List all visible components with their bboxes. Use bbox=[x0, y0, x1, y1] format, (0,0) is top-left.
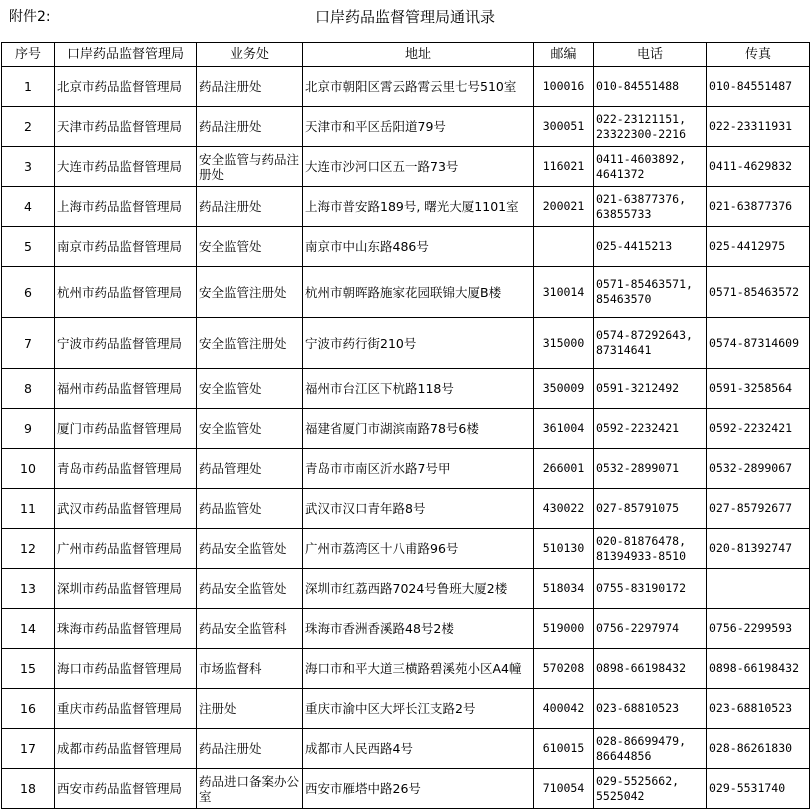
cell-office: 青岛市药品监督管理局 bbox=[55, 449, 197, 489]
cell-address: 广州市荔湾区十八甫路96号 bbox=[303, 529, 534, 569]
column-header-phone: 电话 bbox=[594, 43, 707, 67]
cell-address: 成都市人民西路4号 bbox=[303, 729, 534, 769]
cell-office: 上海市药品监督管理局 bbox=[55, 187, 197, 227]
cell-zip: 510130 bbox=[534, 529, 594, 569]
cell-seq: 14 bbox=[2, 609, 55, 649]
cell-zip: 518034 bbox=[534, 569, 594, 609]
table-row bbox=[2, 449, 810, 489]
table-row bbox=[2, 769, 810, 809]
cell-phone: 021-63877376, 63855733 bbox=[594, 187, 707, 227]
cell-dept: 安全监管处 bbox=[197, 369, 303, 409]
cell-zip: 100016 bbox=[534, 67, 594, 107]
cell-phone: 023-68810523 bbox=[594, 689, 707, 729]
cell-seq: 2 bbox=[2, 107, 55, 147]
column-header-address: 地址 bbox=[303, 43, 534, 67]
cell-fax: 0411-4629832 bbox=[707, 147, 810, 187]
cell-office: 北京市药品监督管理局 bbox=[55, 67, 197, 107]
cell-phone: 028-86699479, 86644856 bbox=[594, 729, 707, 769]
cell-zip: 315000 bbox=[534, 318, 594, 369]
table-row bbox=[2, 187, 810, 227]
cell-dept: 药品注册处 bbox=[197, 67, 303, 107]
cell-office: 深圳市药品监督管理局 bbox=[55, 569, 197, 609]
cell-zip: 710054 bbox=[534, 769, 594, 809]
cell-phone: 0755-83190172 bbox=[594, 569, 707, 609]
cell-dept: 药品注册处 bbox=[197, 187, 303, 227]
cell-seq: 8 bbox=[2, 369, 55, 409]
cell-seq: 16 bbox=[2, 689, 55, 729]
cell-fax: 022-23311931 bbox=[707, 107, 810, 147]
cell-dept: 药品安全监管科 bbox=[197, 609, 303, 649]
table-body bbox=[2, 67, 810, 809]
table-row bbox=[2, 569, 810, 609]
cell-office: 重庆市药品监督管理局 bbox=[55, 689, 197, 729]
cell-address: 深圳市红荔西路7024号鲁班大厦2楼 bbox=[303, 569, 534, 609]
cell-zip: 570208 bbox=[534, 649, 594, 689]
table-row bbox=[2, 609, 810, 649]
cell-zip: 430022 bbox=[534, 489, 594, 529]
table-row bbox=[2, 689, 810, 729]
page-header bbox=[0, 0, 810, 42]
cell-fax: 010-84551487 bbox=[707, 67, 810, 107]
cell-fax: 025-4412975 bbox=[707, 227, 810, 267]
cell-dept: 药品安全监管处 bbox=[197, 529, 303, 569]
cell-address: 上海市普安路189号, 曙光大厦1101室 bbox=[303, 187, 534, 227]
cell-zip: 310014 bbox=[534, 267, 594, 318]
cell-phone: 029-5525662, 5525042 bbox=[594, 769, 707, 809]
cell-fax: 0592-2232421 bbox=[707, 409, 810, 449]
cell-dept: 药品注册处 bbox=[197, 729, 303, 769]
cell-dept: 药品进口备案办公室 bbox=[197, 769, 303, 809]
cell-seq: 11 bbox=[2, 489, 55, 529]
cell-office: 武汉市药品监督管理局 bbox=[55, 489, 197, 529]
cell-seq: 10 bbox=[2, 449, 55, 489]
cell-zip: 200021 bbox=[534, 187, 594, 227]
cell-office: 福州市药品监督管理局 bbox=[55, 369, 197, 409]
cell-fax: 0532-2899067 bbox=[707, 449, 810, 489]
table-row bbox=[2, 227, 810, 267]
cell-zip: 400042 bbox=[534, 689, 594, 729]
cell-address: 西安市雁塔中路26号 bbox=[303, 769, 534, 809]
cell-phone: 0532-2899071 bbox=[594, 449, 707, 489]
cell-dept: 安全监管注册处 bbox=[197, 318, 303, 369]
table-row bbox=[2, 409, 810, 449]
cell-fax: 0574-87314609 bbox=[707, 318, 810, 369]
cell-office: 海口市药品监督管理局 bbox=[55, 649, 197, 689]
cell-dept: 药品注册处 bbox=[197, 107, 303, 147]
cell-dept: 药品管理处 bbox=[197, 449, 303, 489]
table-row bbox=[2, 489, 810, 529]
cell-dept: 安全监管处 bbox=[197, 409, 303, 449]
cell-phone: 0756-2297974 bbox=[594, 609, 707, 649]
cell-office: 广州市药品监督管理局 bbox=[55, 529, 197, 569]
cell-address: 珠海市香洲香溪路48号2楼 bbox=[303, 609, 534, 649]
cell-fax: 023-68810523 bbox=[707, 689, 810, 729]
table-header-row bbox=[2, 43, 810, 67]
cell-dept: 安全监管与药品注册处 bbox=[197, 147, 303, 187]
table-row bbox=[2, 729, 810, 769]
cell-phone: 022-23121151, 23322300-2216 bbox=[594, 107, 707, 147]
cell-seq: 1 bbox=[2, 67, 55, 107]
cell-office: 天津市药品监督管理局 bbox=[55, 107, 197, 147]
cell-zip: 519000 bbox=[534, 609, 594, 649]
cell-seq: 13 bbox=[2, 569, 55, 609]
cell-fax bbox=[707, 569, 810, 609]
cell-fax: 0571-85463572 bbox=[707, 267, 810, 318]
column-header-office: 口岸药品监督管理局 bbox=[55, 43, 197, 67]
cell-phone: 010-84551488 bbox=[594, 67, 707, 107]
cell-address: 重庆市渝中区大坪长江支路2号 bbox=[303, 689, 534, 729]
cell-dept: 安全监管处 bbox=[197, 227, 303, 267]
cell-address: 大连市沙河口区五一路73号 bbox=[303, 147, 534, 187]
table-row bbox=[2, 529, 810, 569]
directory-table bbox=[1, 42, 810, 809]
cell-zip: 350009 bbox=[534, 369, 594, 409]
table-row bbox=[2, 147, 810, 187]
cell-seq: 5 bbox=[2, 227, 55, 267]
cell-address: 海口市和平大道三横路碧溪苑小区A4幢 bbox=[303, 649, 534, 689]
cell-dept: 安全监管注册处 bbox=[197, 267, 303, 318]
cell-office: 宁波市药品监督管理局 bbox=[55, 318, 197, 369]
cell-fax: 0591-3258564 bbox=[707, 369, 810, 409]
cell-seq: 12 bbox=[2, 529, 55, 569]
cell-address: 福州市台江区下杭路118号 bbox=[303, 369, 534, 409]
cell-phone: 025-4415213 bbox=[594, 227, 707, 267]
cell-seq: 7 bbox=[2, 318, 55, 369]
cell-fax: 020-81392747 bbox=[707, 529, 810, 569]
cell-zip: 266001 bbox=[534, 449, 594, 489]
cell-fax: 027-85792677 bbox=[707, 489, 810, 529]
cell-phone: 027-85791075 bbox=[594, 489, 707, 529]
cell-office: 西安市药品监督管理局 bbox=[55, 769, 197, 809]
cell-seq: 3 bbox=[2, 147, 55, 187]
table-row bbox=[2, 267, 810, 318]
cell-address: 天津市和平区岳阳道79号 bbox=[303, 107, 534, 147]
cell-phone: 0591-3212492 bbox=[594, 369, 707, 409]
cell-address: 青岛市市南区沂水路7号甲 bbox=[303, 449, 534, 489]
cell-fax: 0898-66198432 bbox=[707, 649, 810, 689]
cell-phone: 0592-2232421 bbox=[594, 409, 707, 449]
cell-seq: 18 bbox=[2, 769, 55, 809]
cell-zip: 361004 bbox=[534, 409, 594, 449]
cell-zip bbox=[534, 227, 594, 267]
cell-office: 南京市药品监督管理局 bbox=[55, 227, 197, 267]
cell-dept: 药品监管处 bbox=[197, 489, 303, 529]
cell-seq: 6 bbox=[2, 267, 55, 318]
cell-zip: 116021 bbox=[534, 147, 594, 187]
cell-address: 宁波市药行街210号 bbox=[303, 318, 534, 369]
cell-address: 南京市中山东路486号 bbox=[303, 227, 534, 267]
cell-seq: 17 bbox=[2, 729, 55, 769]
cell-fax: 029-5531740 bbox=[707, 769, 810, 809]
cell-phone: 0411-4603892, 4641372 bbox=[594, 147, 707, 187]
cell-phone: 0571-85463571, 85463570 bbox=[594, 267, 707, 318]
cell-office: 珠海市药品监督管理局 bbox=[55, 609, 197, 649]
table-row bbox=[2, 369, 810, 409]
cell-zip: 300051 bbox=[534, 107, 594, 147]
cell-address: 福建省厦门市湖滨南路78号6楼 bbox=[303, 409, 534, 449]
cell-phone: 020-81876478, 81394933-8510 bbox=[594, 529, 707, 569]
cell-dept: 药品安全监管处 bbox=[197, 569, 303, 609]
page-title: 口岸药品监督管理局通讯录 bbox=[314, 8, 495, 26]
column-header-seq: 序号 bbox=[2, 43, 55, 67]
cell-fax: 028-86261830 bbox=[707, 729, 810, 769]
attachment-label: 附件2: bbox=[9, 9, 51, 25]
cell-phone: 0574-87292643, 87314641 bbox=[594, 318, 707, 369]
cell-zip: 610015 bbox=[534, 729, 594, 769]
table-row bbox=[2, 107, 810, 147]
cell-office: 大连市药品监督管理局 bbox=[55, 147, 197, 187]
table-row bbox=[2, 649, 810, 689]
cell-address: 武汉市汉口青年路8号 bbox=[303, 489, 534, 529]
column-header-dept: 业务处 bbox=[197, 43, 303, 67]
column-header-fax: 传真 bbox=[707, 43, 810, 67]
cell-seq: 15 bbox=[2, 649, 55, 689]
cell-seq: 4 bbox=[2, 187, 55, 227]
table-row bbox=[2, 67, 810, 107]
cell-address: 北京市朝阳区霄云路霄云里七号510室 bbox=[303, 67, 534, 107]
cell-dept: 注册处 bbox=[197, 689, 303, 729]
cell-fax: 021-63877376 bbox=[707, 187, 810, 227]
cell-address: 杭州市朝晖路施家花园联锦大厦B楼 bbox=[303, 267, 534, 318]
cell-office: 成都市药品监督管理局 bbox=[55, 729, 197, 769]
cell-office: 厦门市药品监督管理局 bbox=[55, 409, 197, 449]
cell-office: 杭州市药品监督管理局 bbox=[55, 267, 197, 318]
cell-seq: 9 bbox=[2, 409, 55, 449]
cell-phone: 0898-66198432 bbox=[594, 649, 707, 689]
table-row bbox=[2, 318, 810, 369]
cell-dept: 市场监督科 bbox=[197, 649, 303, 689]
cell-fax: 0756-2299593 bbox=[707, 609, 810, 649]
column-header-zip: 邮编 bbox=[534, 43, 594, 67]
